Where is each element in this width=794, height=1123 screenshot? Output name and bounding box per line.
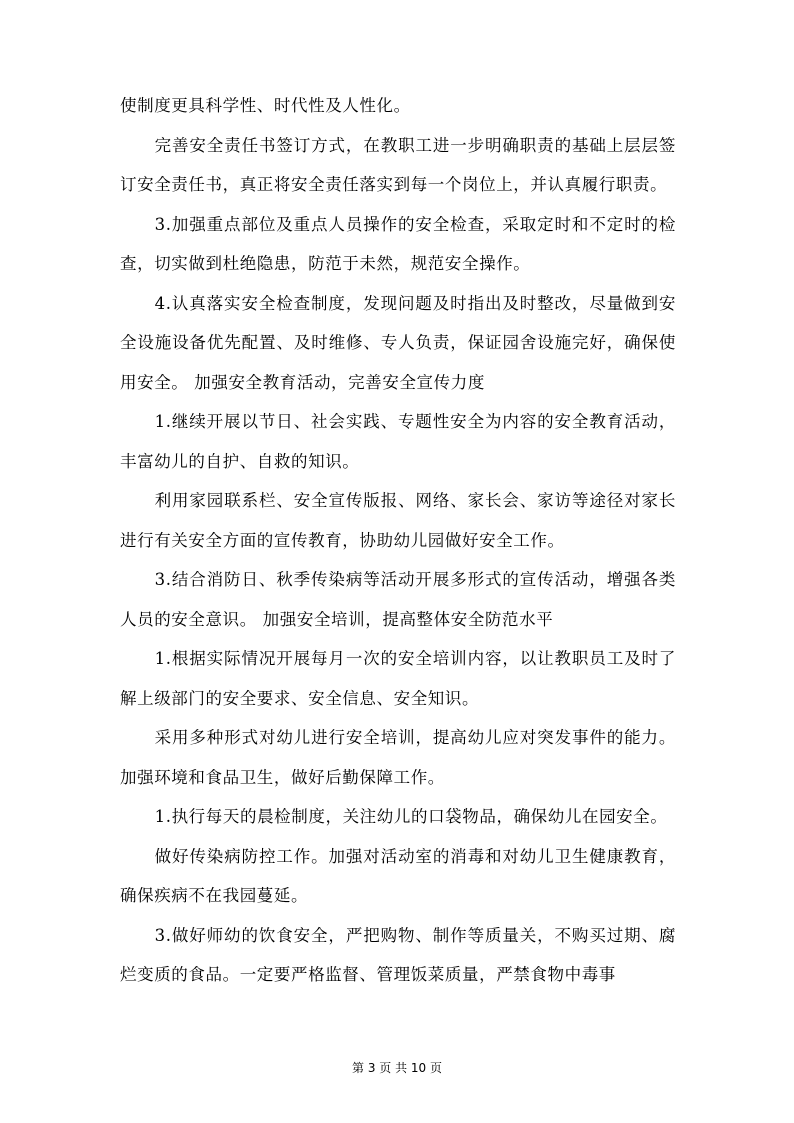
paragraph: 使制度更具科学性、时代性及人性化。 — [120, 96, 411, 115]
paragraph: 完善安全责任书签订方式，在教职工进一步明确职责的基础上层层签订安全责任书，真正将安全责任落实到每一个岗位上，并认真履行职责。 — [120, 135, 676, 194]
paragraph: 1.继续开展以节日、社会实践、专题性安全为内容的安全教育活动，丰富幼儿的自护、自救的知识。 — [120, 412, 676, 471]
paragraph: 1.执行每天的晨检制度，关注幼儿的口袋物品，确保幼儿在园安全。 — [154, 807, 668, 826]
paragraph: 做好传染病防控工作。加强对活动室的消毒和对幼儿卫生健康教育，确保疾病不在我园蔓延。 — [120, 846, 676, 905]
paragraph: 3.结合消防日、秋季传染病等活动开展多形式的宣传活动，增强各类人员的安全意识。 加强安全培训，提高整体安全防范水平 — [120, 570, 676, 629]
paragraph: 采用多种形式对幼儿进行安全培训，提高幼儿应对突发事件的能力。 加强环境和食品卫生，做好后勤保障工作。 — [120, 728, 676, 787]
paragraph: 3.做好师幼的饮食安全，严把购物、制作等质量关，不购买过期、腐烂变质的食品。一定要严格监督、管理饭菜质量，严禁食物中毒事 — [120, 925, 676, 984]
page-number-footer: 第 3 页 共 10 页 — [352, 1061, 442, 1075]
paragraph: 4.认真落实安全检查制度，发现问题及时指出及时整改，尽量做到安全设施设备优先配置、及时维修、专人负责，保证园舍设施完好，确保使用安全。 加强安全教育活动，完善安全宣传力度 — [120, 293, 676, 392]
paragraph: 1.根据实际情况开展每月一次的安全培训内容，以让教职员工及时了解上级部门的安全要求、安全信息、安全知识。 — [120, 649, 676, 708]
paragraph: 3.加强重点部位及重点人员操作的安全检查，采取定时和不定时的检查，切实做到杜绝隐患，防范于未然，规范安全操作。 — [120, 214, 676, 273]
paragraph: 利用家园联系栏、安全宣传版报、网络、家长会、家访等途径对家长进行有关安全方面的宣传教育，协助幼儿园做好安全工作。 — [120, 491, 676, 550]
document-body — [120, 86, 676, 995]
